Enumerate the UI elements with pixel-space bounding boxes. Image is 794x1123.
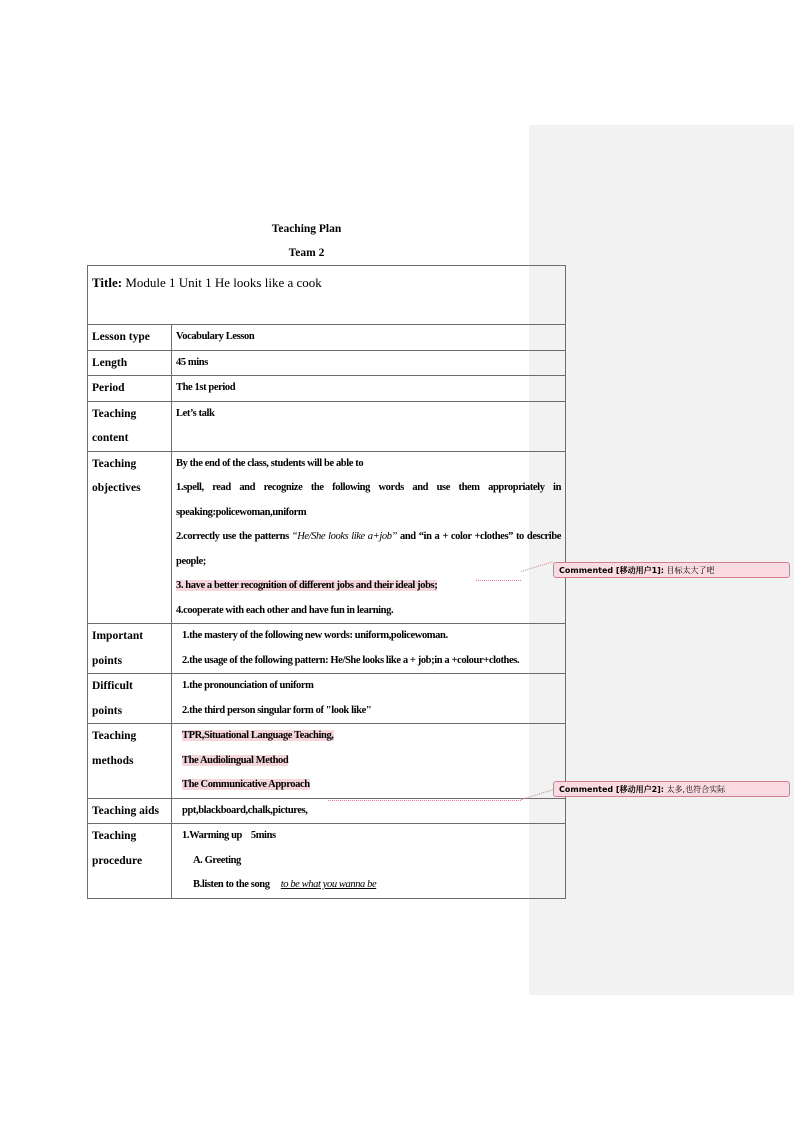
lesson-type-value[interactable]: Vocabulary Lesson	[172, 325, 566, 351]
objectives-value[interactable]	[172, 451, 566, 624]
objective-item-2-pattern: “He/She looks like a+job”	[291, 531, 397, 542]
procedure-label-line1: Teaching	[92, 830, 137, 842]
objective-item-3-text: 3. have a better recognition of different jobs and their ideal jobs;	[176, 580, 438, 591]
procedure-step-1b-text: B.listen to the song	[193, 879, 270, 890]
objectives-label	[88, 451, 172, 624]
difficult-label-line1: Difficult	[92, 680, 133, 692]
important-label	[88, 624, 172, 674]
plan-title: Teaching Plan	[271, 223, 342, 235]
title-cell[interactable]	[88, 266, 566, 325]
length-label: Length	[88, 350, 172, 376]
length-row	[88, 350, 566, 376]
methods-label-line1: Teaching	[92, 730, 137, 742]
important-row	[88, 624, 566, 674]
content-value[interactable]: Let’s talk	[172, 401, 566, 451]
objective-item-2	[176, 525, 561, 574]
title-row	[88, 266, 566, 325]
comment-1[interactable]	[553, 562, 790, 578]
method-item-2-text: The Audiolingual Method	[182, 754, 289, 766]
period-value[interactable]: The 1st period	[172, 376, 566, 402]
song-title: to be what you wanna be	[280, 879, 377, 890]
procedure-step-1b	[182, 873, 561, 898]
objective-item-4: 4.cooperate with each other and have fun in learning.	[176, 604, 394, 616]
method-item-3-text: The Communicative Approach	[182, 779, 310, 790]
aids-value[interactable]: ppt,blackboard,chalk,pictures,	[172, 798, 566, 824]
methods-value[interactable]	[172, 724, 566, 799]
difficult-label	[88, 674, 172, 724]
procedure-row	[88, 824, 566, 899]
aids-label: Teaching aids	[88, 798, 172, 824]
title-label: Title:	[92, 275, 123, 290]
objective-item-2-start: 2.correctly use the patterns	[176, 531, 292, 542]
objectives-intro: By the end of the class, students will be able to	[176, 457, 364, 469]
important-value[interactable]	[172, 624, 566, 674]
important-label-line2: points	[92, 654, 123, 667]
objective-item-2-end: and “in a + color +clothes” to describe people;	[176, 531, 562, 567]
important-item-1: 1.the mastery of the following new words: uniform,policewoman.	[182, 630, 448, 641]
method-item-1-text: TPR,Situational Language Teaching,	[182, 730, 334, 741]
content-label-line2: content	[92, 432, 129, 444]
content-label	[88, 401, 172, 451]
comment-2-author: Commented [移动用户2]:	[559, 785, 664, 794]
period-label: Period	[88, 376, 172, 402]
methods-label	[88, 724, 172, 799]
lesson-type-row	[88, 325, 566, 351]
title-value: Module 1 Unit 1 He looks like a cook	[125, 275, 322, 290]
method-item-3	[182, 773, 561, 798]
content-row	[88, 401, 566, 451]
objectives-label-line2: objectives	[92, 482, 141, 494]
objective-item-3	[176, 574, 561, 599]
comment-2-text: 太多,也符合实际	[666, 785, 726, 794]
comment-2[interactable]	[553, 781, 790, 797]
objectives-row	[88, 451, 566, 624]
procedure-label-line2: procedure	[92, 854, 143, 867]
difficult-value[interactable]	[172, 674, 566, 724]
content-label-line1: Teaching	[92, 407, 137, 420]
period-row	[88, 376, 566, 402]
team-label: Team 2	[288, 247, 325, 259]
procedure-label	[88, 824, 172, 899]
methods-row	[88, 724, 566, 799]
comment-pane	[529, 125, 794, 995]
length-value[interactable]: 45 mins	[172, 350, 566, 376]
difficult-label-line2: points	[92, 704, 123, 717]
procedure-value[interactable]	[172, 824, 566, 899]
comment-1-text: 目标太大了吧	[666, 566, 715, 575]
lesson-type-label: Lesson type	[88, 325, 172, 351]
aids-row	[88, 798, 566, 824]
comment-2-leader	[328, 800, 521, 801]
method-item-2	[182, 749, 561, 774]
difficult-row	[88, 674, 566, 724]
teaching-plan-table	[87, 265, 566, 899]
important-item-2: 2.the usage of the following pattern: He/She looks like a + job;in a +colour+clothes.	[182, 654, 520, 666]
procedure-step-1: 1.Warming up 5mins	[182, 830, 276, 841]
comment-1-author: Commented [移动用户1]:	[559, 566, 664, 575]
procedure-step-1a: A. Greeting	[193, 854, 241, 866]
important-label-line1: Important	[92, 630, 144, 642]
difficult-item-2: 2.the third person singular form of "look like"	[182, 704, 372, 716]
difficult-item-1: 1.the pronounciation of uniform	[182, 680, 314, 691]
objectives-label-line1: Teaching	[92, 457, 137, 470]
method-item-1	[182, 724, 561, 749]
comment-1-leader	[476, 580, 521, 581]
methods-label-line2: methods	[92, 754, 134, 767]
objective-item-1: 1.spell, read and recognize the following words and use them appropriately in speaking:policewoman,uniform	[176, 482, 562, 518]
